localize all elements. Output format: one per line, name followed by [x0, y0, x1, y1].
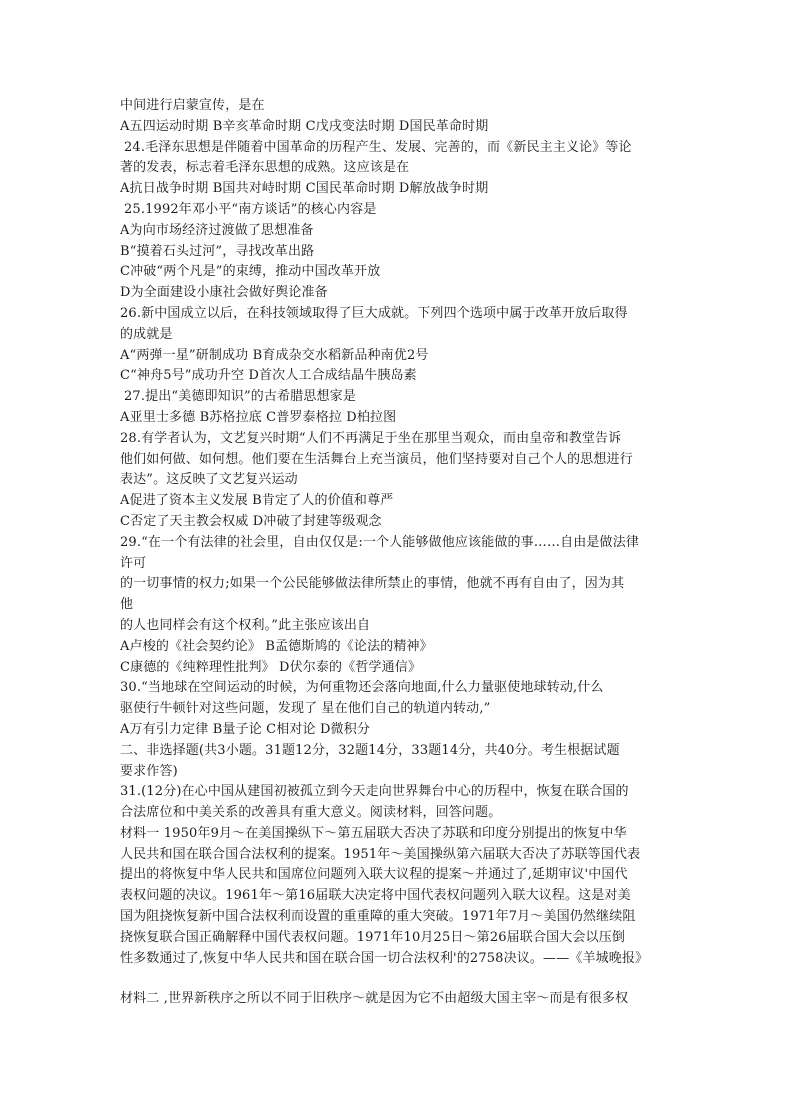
- text-line: 提出的将恢复中华人民共和国席位问题列入联大议程的提案～并通过了,延期审议'中国代: [120, 867, 628, 883]
- answer-options: A“两弹一星”研制成功 B育成杂交水稻新品种南优2号: [120, 347, 429, 363]
- text-line: 驱使行牛顿针对这些问题，发现了 星在他们自己的轨道内转动,”: [120, 701, 491, 717]
- question-28: 28.有学者认为，文艺复兴时期“人们不再满足于坐在那里当观众，而由皇帝和教堂告诉: [120, 430, 622, 446]
- text-line: 国为阻挠恢复新中国合法权利而设置的重重障的重大突破。1971年7月～美国仍然继续阻: [120, 909, 636, 925]
- text-line: 的成就是: [120, 326, 173, 342]
- text-line: 表达”。这反映了文艺复兴运动: [120, 472, 298, 488]
- text-line: 挠恢复联合国正确解释中国代表权问题。1971年10月25日～第26届联合国大会以压倒: [120, 929, 626, 945]
- question-29: 29.“在一个有法律的社会里，自由仅仅是:一个人能够做他应该能做的事……自由是做法律: [120, 534, 640, 550]
- answer-options: C康德的《纯粹理性批判》 D伏尔泰的《哲学通信》: [120, 659, 422, 675]
- text-line: 的一切事情的权力;如果一个公民能够做法律所禁止的事情，他就不再有自由了，因为其: [120, 576, 625, 592]
- answer-options: A亚里士多德 B苏格拉底 C普罗泰格拉 D柏拉图: [120, 409, 397, 425]
- answer-options: A五四运动时期 B辛亥革命时期 C戊戌变法时期 D国民革命时期: [120, 118, 489, 134]
- section-heading: 二、非选择题(共3小题。31题12分，32题14分，33题14分，共40分。考生根据试题: [120, 742, 620, 758]
- answer-options: A抗日战争时期 B国共对峙时期 C国民革命时期 D解放战争时期: [120, 181, 489, 197]
- material-two: 材料二 ,世界新秩序之所以不同于旧秩序～就是因为它不由超级大国主宰～而是有很多权: [120, 991, 629, 1007]
- answer-option-b: B“摸着石头过河”，寻找改革出路: [120, 243, 315, 259]
- question-24: 24.毛泽东思想是伴随着中国革命的历程产生、发展、完善的，而《新民主主义论》等论: [124, 139, 632, 155]
- question-30: 30.“当地球在空间运动的时候，为何重物还会落向地面,什么力量驱使地球转动,什么: [120, 680, 604, 696]
- answer-options: C否定了天主教会权威 D冲破了封建等级观念: [120, 513, 382, 529]
- question-26: 26.新中国成立以后，在科技领域取得了巨大成就。下列四个选项中属于改革开放后取得: [120, 305, 628, 321]
- answer-option-c: C冲破“两个凡是”的束缚，推动中国改革开放: [120, 264, 381, 280]
- text-line: 许可: [120, 555, 147, 571]
- answer-options: C“神舟5号”成功升空 D首次人工合成结晶牛胰岛素: [120, 368, 417, 384]
- text-line: 合法席位和中美关系的改善具有重大意义。阅读材料，回答问题。: [120, 805, 502, 821]
- question-25: 25.1992年邓小平“南方谈话”的核心内容是: [124, 201, 377, 217]
- exam-text-body: [120, 96, 700, 1010]
- answer-options: A促进了资本主义发展 B肯定了人的价值和尊严: [120, 493, 394, 509]
- text-line: 人民共和国在联合国合法权利的提案。1951年～美国操纵第六届联大否决了苏联等国代表: [120, 846, 641, 862]
- text-line: 中间进行启蒙宣传，是在: [120, 98, 265, 113]
- text-line: 他: [120, 597, 134, 613]
- text-line: 他们如何做、如何想。他们要在生活舞台上充当演员，他们坚持要对自己个人的思想进行: [120, 451, 633, 467]
- question-27: 27.提出“美德即知识”的古希腊思想家是: [124, 389, 356, 405]
- answer-option-a: A为向市场经济过渡做了思想准备: [120, 222, 314, 238]
- answer-options: A卢梭的《社会契约论》 B孟德斯鸠的《论法的精神》: [120, 638, 433, 654]
- text-line: 要求作答): [120, 763, 178, 779]
- text-line: 著的发表，标志着毛泽东思想的成熟。这应该是在: [120, 160, 410, 176]
- paragraph-gap: [120, 969, 700, 989]
- answer-options: A万有引力定律 B量子论 C相对论 D微积分: [120, 721, 371, 737]
- text-line: 性多数通过了,恢复中华人民共和国在联合国一切合法权利'的2758决议。——《羊城晚报》: [120, 950, 649, 966]
- text-line: 表权问题的决议。1961年～第16届联大决定将中国代表权问题列入联大议程。这是对美: [120, 888, 631, 904]
- text-line: 的人也同样会有这个权利。”此主张应该出自: [120, 617, 371, 633]
- answer-option-d: D为全面建设小康社会做好舆论准备: [120, 285, 328, 301]
- material-one: 材料一 1950年9月～在美国操纵下～第五届联大否决了苏联和印度分别提出的恢复中华: [120, 825, 627, 841]
- question-31: 31.(12分)在心中国从建国初被孤立到今天走向世界舞台中心的历程中，恢复在联合国的: [120, 784, 629, 800]
